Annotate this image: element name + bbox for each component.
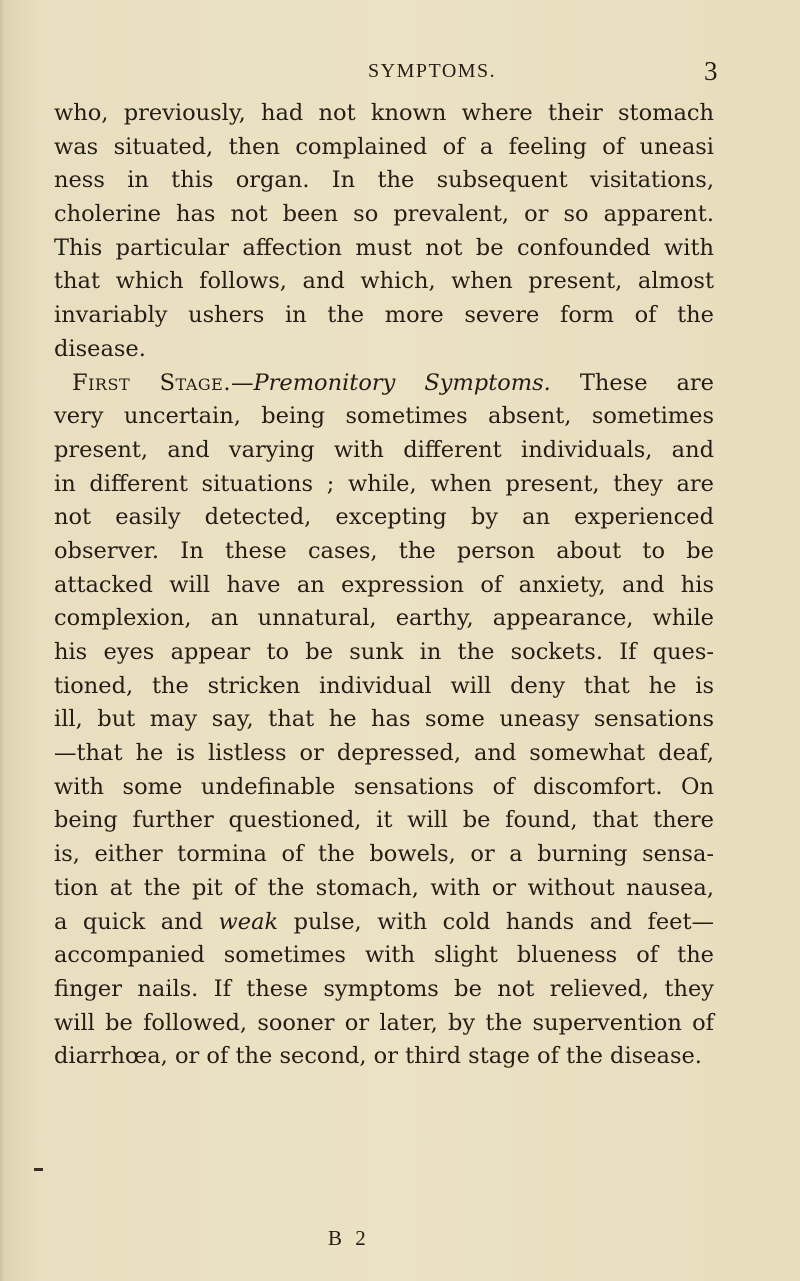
body-text <box>54 97 714 1074</box>
heading-line-rest: These are <box>550 369 714 396</box>
text-line: observer. In these cases, the person about to be <box>54 537 714 564</box>
section-heading-line <box>54 367 714 401</box>
running-title: SYMPTOMS. <box>368 60 497 82</box>
text-line: ill, but may say, that he has some uneasy sensations <box>54 706 714 733</box>
text-line: tioned, the stricken individual will deny that he is <box>54 672 714 699</box>
text-line: very uncertain, being sometimes absent, sometimes <box>54 403 714 430</box>
text-line: accompanied sometimes with slight blueness of the <box>54 942 714 969</box>
text-line: with some undefinable sensations of discomfort. On <box>54 773 714 800</box>
page-edge <box>0 0 6 1281</box>
text-line: his eyes appear to be sunk in the sockets. If ques- <box>54 639 714 665</box>
text-line <box>54 906 714 940</box>
text-line: was situated, then complained of a feeling of uneasi <box>54 133 714 160</box>
text-line: attacked will have an expression of anxiety, and his <box>54 571 714 598</box>
heading-dash: — <box>231 369 254 396</box>
paragraph-1 <box>54 97 714 367</box>
section-heading: First Stage. <box>72 369 231 396</box>
text-line: diarrhœa, or of the second, or third stage of the disease. <box>54 1043 702 1070</box>
italic-word: weak <box>218 908 279 935</box>
text-line: tion at the pit of the stomach, with or without nausea, <box>54 874 714 901</box>
text-line: ness in this organ. In the subsequent visitations, <box>54 167 714 194</box>
text-line: being further questioned, it will be found, that there <box>54 807 714 834</box>
text-fragment: a quick and <box>54 908 219 935</box>
page-number: 3 <box>704 56 718 86</box>
text-line: disease. <box>54 335 146 362</box>
paragraph-2 <box>54 367 714 1074</box>
text-line: not easily detected, excepting by an experienced <box>54 504 714 531</box>
text-line: invariably ushers in the more severe form of the <box>54 302 714 329</box>
margin-mark <box>34 1168 43 1171</box>
text-line: complexion, an unnatural, earthy, appearance, while <box>54 605 714 632</box>
text-line: will be followed, sooner or later, by the supervention of <box>54 1009 714 1036</box>
text-line: cholerine has not been so prevalent, or so apparent. <box>54 201 714 228</box>
text-line: is, either tormina of the bowels, or a burning sensa- <box>54 841 714 868</box>
text-fragment: pulse, with cold hands and feet— <box>278 908 714 935</box>
text-line: that which follows, and which, when present, almost <box>54 268 714 295</box>
section-subheading: Premonitory Symptoms. <box>253 369 551 396</box>
text-line: —that he is listless or depressed, and somewhat deaf, <box>54 740 714 767</box>
text-line: present, and varying with different individuals, and <box>54 436 714 463</box>
signature-mark: B 2 <box>328 1226 370 1250</box>
text-line: finger nails. If these symptoms be not relieved, they <box>54 975 714 1002</box>
running-header <box>0 58 800 88</box>
text-line: This particular affection must not be confounded with <box>54 234 714 261</box>
text-line: in different situations ; while, when present, they are <box>54 470 714 497</box>
text-line: who, previously, had not known where their stomach <box>54 100 714 126</box>
